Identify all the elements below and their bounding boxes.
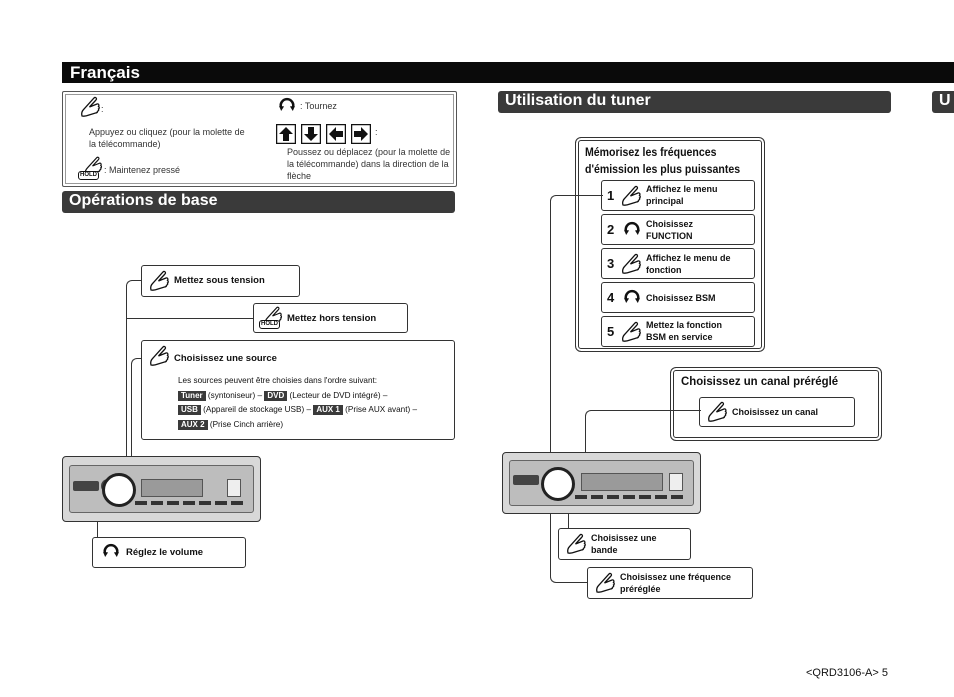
press-icon [147,344,171,368]
turn-icon [621,220,643,240]
tag-tuner: Tuner [178,391,206,401]
bsm-title-line-2: d'émission les plus puissantes [585,162,741,176]
source-line-3 [178,418,448,433]
step-number: 3 [607,256,615,271]
press-icon [619,184,643,208]
step-number: 5 [607,324,615,339]
language-bar [62,62,954,83]
legend-press-colon: : [101,104,104,114]
hold-badge: HOLD [80,172,97,178]
choose-preset-callout [587,567,753,599]
language-title: Français [70,63,140,82]
legend-arrows-colon: : [375,127,378,137]
connector-power-off [126,318,254,319]
turn-icon [276,96,298,116]
turn-icon [621,288,643,308]
eject-button[interactable] [73,481,99,491]
choose-source-text: Choisissez une source [174,353,277,364]
tag-dvd-desc: (Lecteur de DVD intégré) – [289,390,388,400]
tag-aux1-desc: (Prise AUX avant) – [345,405,418,414]
head-unit-left [62,456,261,522]
press-icon [564,532,588,556]
hold-badge: HOLD [261,321,278,327]
tag-aux2-desc: (Prise Cinch arrière) [209,419,284,429]
eject-button[interactable] [513,475,539,485]
tag-dvd: DVD [264,391,287,401]
source-line-2 [178,403,448,418]
step-3-text: Affichez le menu de fonction [646,253,731,275]
press-icon [705,400,729,424]
step-1 [601,180,755,211]
tag-aux2: AUX 2 [178,420,208,430]
display-window [141,479,203,497]
multi-control-dial[interactable] [541,467,575,501]
display-window [581,473,663,491]
volume-text: Réglez le volume [126,547,204,558]
step-4 [601,282,755,313]
choose-band-text: Choisissez une bande [591,533,657,555]
power-on-callout [141,265,300,297]
step-number: 4 [607,290,615,305]
choose-preset-text: Choisissez une fréquence préréglée [620,572,732,594]
arrow-up-icon [276,124,296,144]
basic-ops-header [62,191,455,213]
next-section-header [932,91,954,113]
press-icon [619,252,643,276]
page-footer: <QRD3106-A> 5 [806,667,888,679]
bsm-title-line-1: Mémorisez les fréquences [585,145,717,159]
head-unit-right [502,452,701,514]
source-line-1 [178,389,448,404]
usb-port [669,473,683,491]
arrow-down-icon [301,124,321,144]
step-5-text: Mettez la fonction BSM en service [646,320,722,342]
legend-arrows-desc: Poussez ou déplacez (pour la molette de la télécommande) dans la direction de la flèche [287,147,451,181]
bsm-title [585,144,740,178]
step-4-text: Choisissez BSM [646,293,716,303]
usb-port [227,479,241,497]
connector-bsm [550,195,603,583]
power-on-text: Mettez sous tension [174,275,265,286]
tuner-header [498,91,891,113]
press-icon [147,269,171,293]
power-off-text: Mettez hors tension [287,313,377,324]
step-3 [601,248,755,279]
preset-buttons[interactable] [575,495,685,499]
next-section-title: U [939,92,951,109]
legend-turn-desc: : Tournez [300,101,337,111]
turn-icon [100,542,122,562]
choose-source-callout [141,340,455,440]
tag-usb-desc: (Appareil de stockage USB) – [203,405,312,414]
choose-channel-text: Choisissez un canal [732,407,819,417]
press-icon [619,320,643,344]
volume-callout [92,537,246,568]
step-number: 2 [607,222,615,237]
step-5 [601,316,755,347]
arrow-left-icon [326,124,346,144]
legend-hold-desc: : Maintenez pressé [104,165,181,175]
choose-channel-callout [699,397,855,427]
power-off-callout [253,303,408,333]
source-intro: Les sources peuvent être choisies dans l'ordre suivant: [178,376,378,385]
tuner-title: Utilisation du tuner [505,92,651,109]
preset-title: Choisissez un canal préréglé [681,374,839,388]
choose-band-callout [558,528,691,560]
arrow-right-icon [351,124,371,144]
tag-tuner-desc: (syntoniseur) – [207,390,263,400]
multi-control-dial[interactable] [102,473,136,507]
legend-press-desc: Appuyez ou cliquez (pour la molette de la télécommande) [89,127,245,149]
step-number: 1 [607,188,615,203]
basic-ops-title: Opérations de base [69,192,218,209]
step-1-text: Affichez le menu principal [646,184,718,206]
tag-aux1: AUX 1 [313,405,343,415]
press-icon [78,95,102,119]
step-2-text: Choisissez FUNCTION [646,219,694,241]
preset-buttons[interactable] [135,501,245,505]
press-icon [593,571,617,595]
source-list [178,374,448,432]
step-2 [601,214,755,245]
tag-usb: USB [178,405,201,415]
